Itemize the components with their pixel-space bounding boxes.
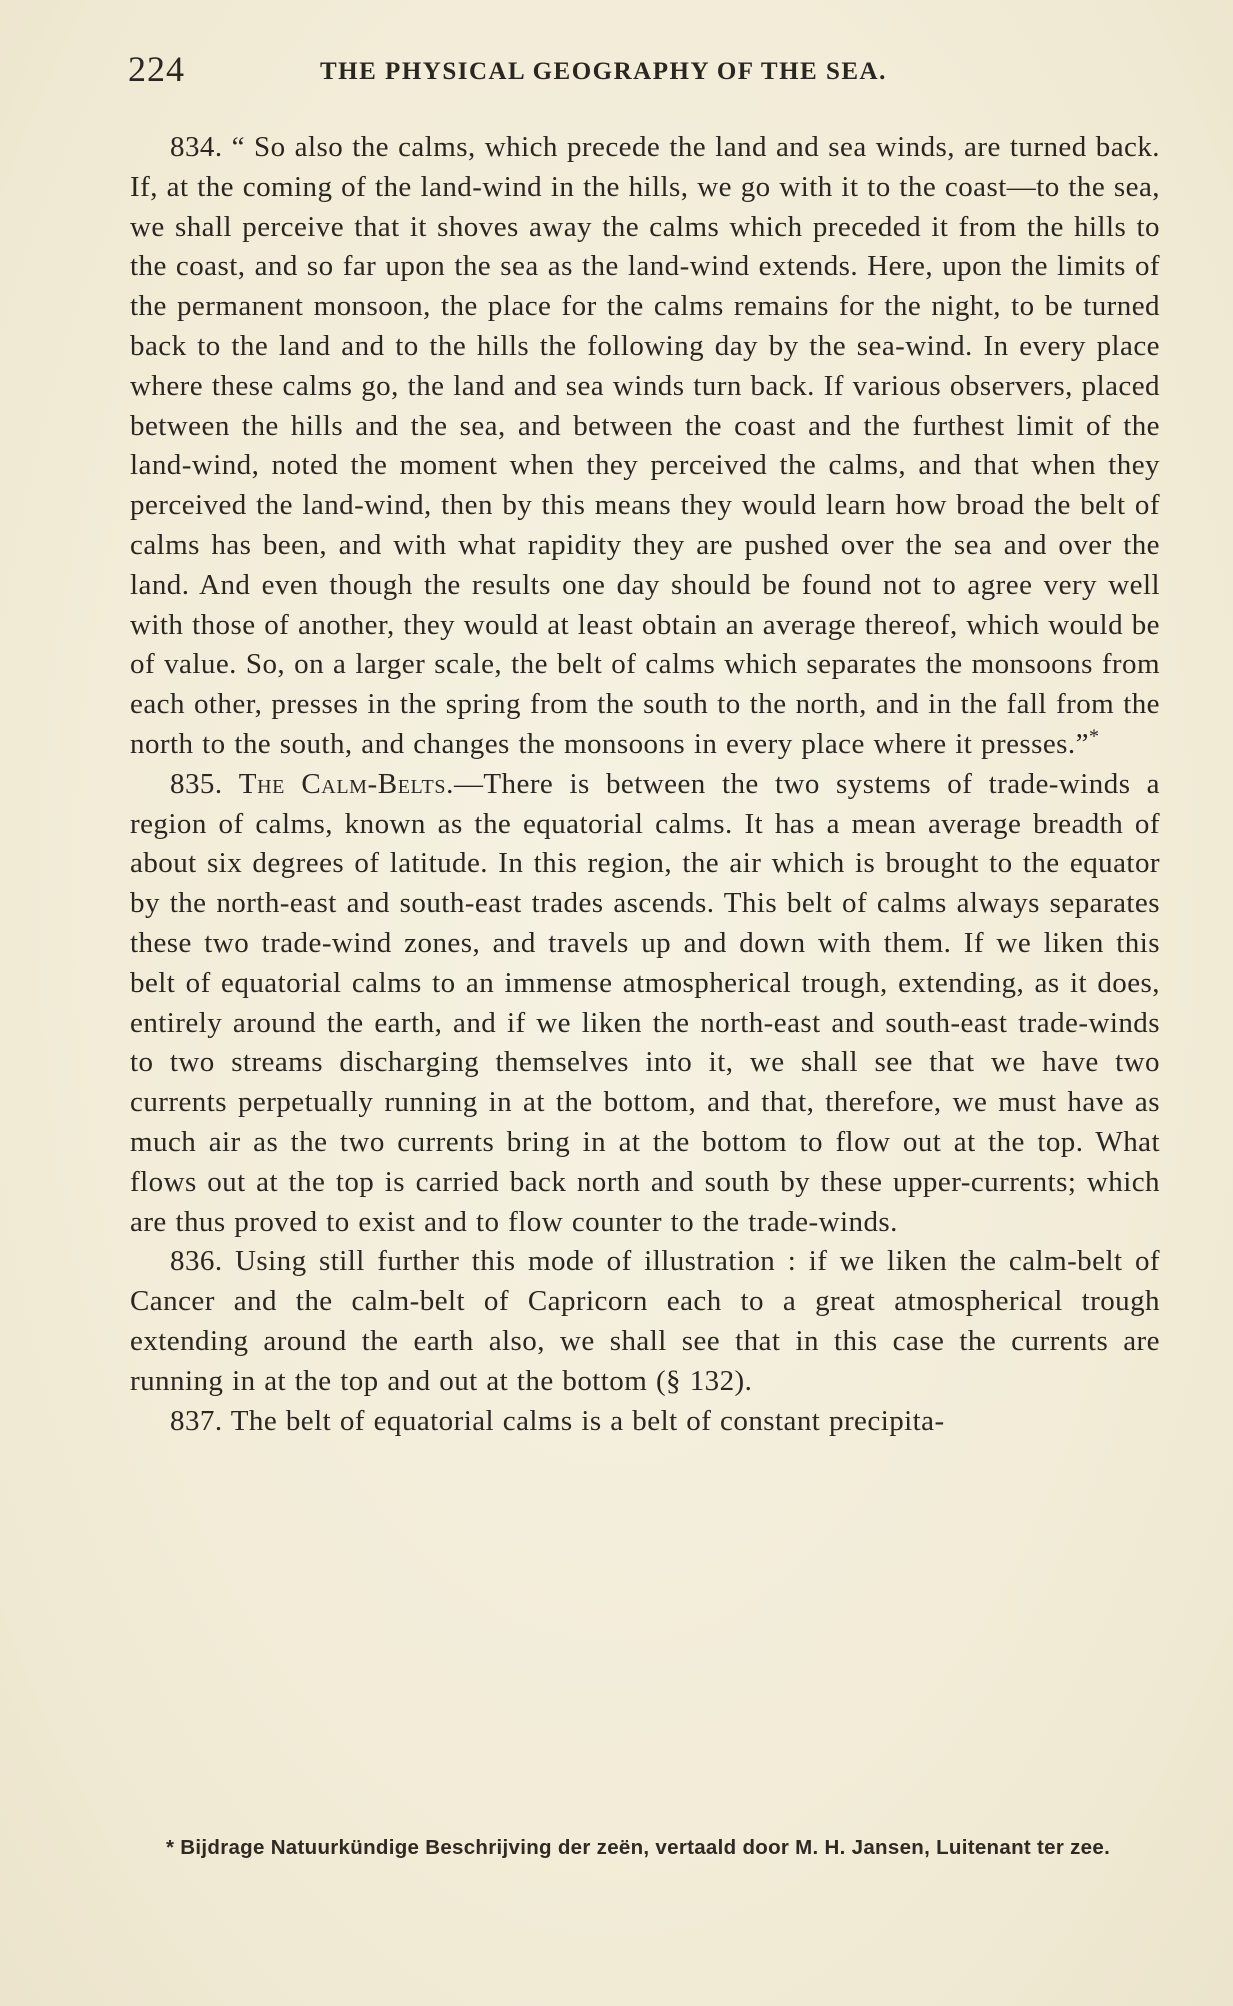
paragraph-836-text: 836. Using still further this mode of illustration : if we liken the calm-belt of Cancer and the calm-belt of Capricorn each to a great atmospherical trough extending around the earth also, we shall see that in this case the currents are running in at the top and out at the bottom (§ 132). bbox=[130, 1245, 1160, 1397]
running-head bbox=[128, 48, 1178, 98]
paragraph-834 bbox=[130, 128, 1160, 765]
page-number: 224 bbox=[128, 49, 185, 89]
body-text bbox=[130, 128, 1160, 1441]
paragraph-834-text: 834. “ So also the calms, which precede the land and sea winds, are turned back. If, at the coming of the land-wind in the hills, we go with it to the coast—to the sea, we shall perceive that it shoves away the calms which preceded it from the hills to the coast, and so far upon the sea as the land-wind extends. Here, upon the limits of the permanent monsoon, the place for the calms remains for the night, to be turned back to the land and to the hills the following day by the sea-wind. In every place where these calms go, the land and sea winds turn back. If various observers, placed between the hills and the sea, and between the coast and the furthest limit of the land-wind, noted the moment when they perceived the calms, and that when they perceived the land-wind, then by this means they would learn how broad the belt of calms has been, and with what rapidity they are pushed over the sea and over the land. And even though the results one day should be found not to agree very well with those of another, they would at least obtain an average thereof, which would be of value. So, on a larger scale, the belt of calms which separates the monsoons from each other, presses in the spring from the south to the north, and in the fall from the north to the south, and changes the monsoons in every place where it presses.” bbox=[130, 131, 1160, 760]
running-title: THE PHYSICAL GEOGRAPHY OF THE SEA. bbox=[320, 58, 887, 85]
paragraph-837 bbox=[130, 1402, 1160, 1442]
paragraph-836 bbox=[130, 1242, 1160, 1401]
footnote-marker: * bbox=[1088, 725, 1100, 748]
paragraph-837-text: 837. The belt of equatorial calms is a belt of constant precipita- bbox=[170, 1404, 945, 1437]
footnote: * Bijdrage Natuurkündige Beschrijving der zeën, vertaald door M. H. Jansen, Luitenant ter zee. bbox=[166, 1836, 1111, 1859]
section-heading-calm-belts: The Calm-Belts. bbox=[238, 767, 454, 800]
paragraph-835-text: —There is between the two systems of trade-winds a region of calms, known as the equatorial calms. It has a mean average breadth of about six degrees of latitude. In this region, the air which is brought to the equator by the north-east and south-east trades ascends. This belt of calms always separates these two trade-wind zones, and travels up and down with them. If we liken this belt of equatorial calms to an immense atmospherical trough, extending, as it does, entirely around the earth, and if we liken the north-east and south-east trade-winds to two streams discharging themselves into it, we shall see that we have two currents perpetually running in at the bottom, and that, therefore, we must have as much air as the two currents bring in at the bottom to flow out at the top. What flows out at the top is carried back north and south by these upper-currents; which are thus proved to exist and to flow counter to the trade-winds. bbox=[130, 767, 1160, 1238]
paragraph-835-number: 835. bbox=[170, 767, 223, 800]
paragraph-835 bbox=[130, 765, 1160, 1243]
